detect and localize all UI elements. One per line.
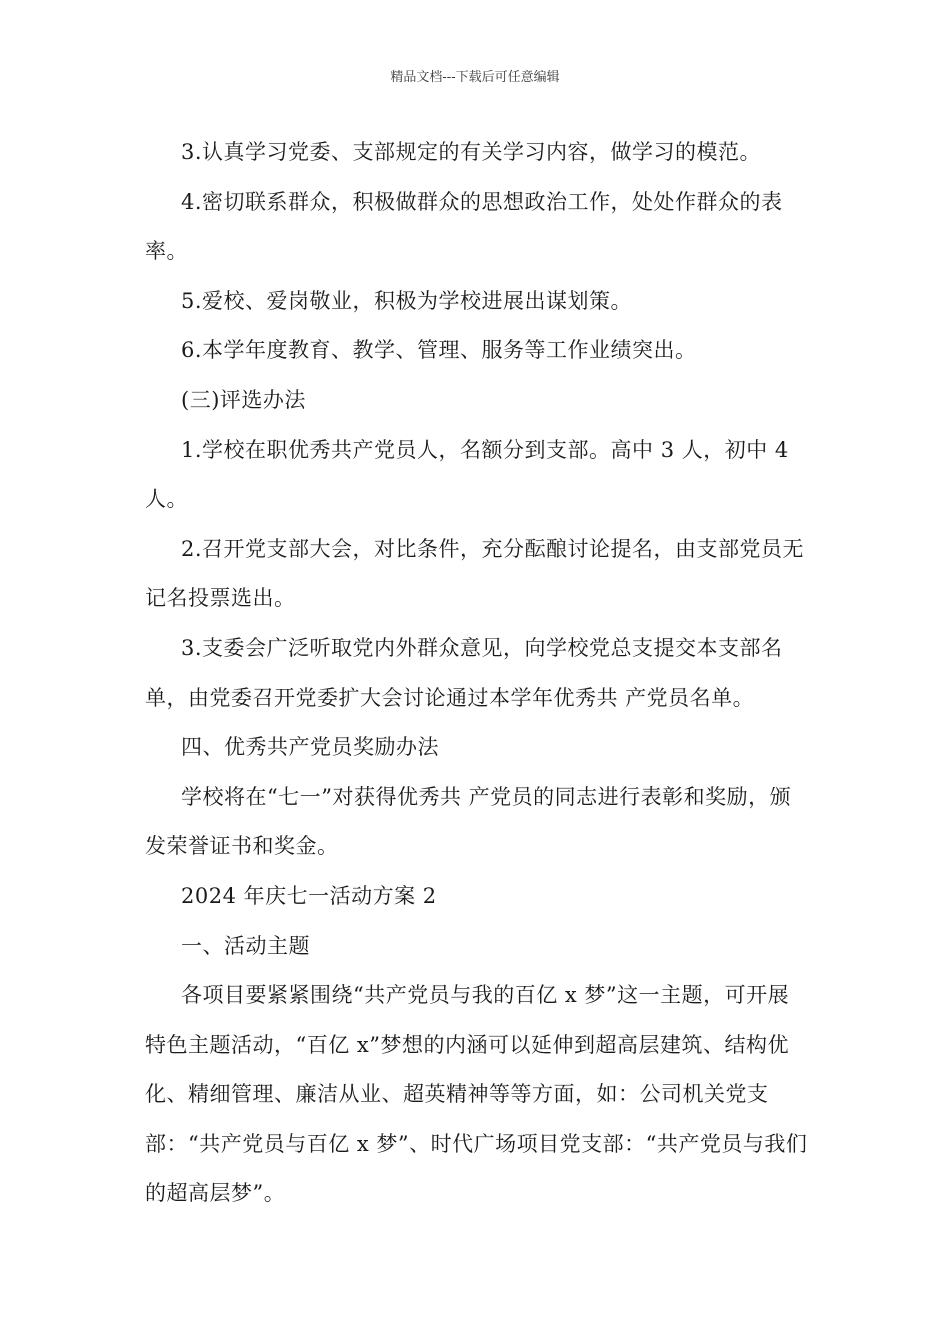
section-heading: (三)评选办法 [181, 387, 306, 412]
paragraph: 4.密切联系群众，积极做群众的思想政治工作，处处作群众的表率。 [145, 189, 783, 264]
paragraph: 各项目要紧紧围绕“共产党员与我的百亿 x 梦”这一主题，可开展特色主题活动，“百亿 x”梦想的内涵可以延伸到超高层建筑、结构优化、精细管理、廉洁从业、超英精神等等方面，如：公司机关党支部：“共产党员与百亿 x 梦”、时代广场项目党支部：“共产党员与我们的超高层梦”。 [145, 983, 808, 1206]
paragraph: 2.召开党支部大会，对比条件，充分酝酿讨论提名，由支部党员无记名投票选出。 [145, 536, 805, 611]
paragraph: 3.认真学习党委、支部规定的有关学习内容，做学习的模范。 [181, 140, 762, 164]
section-heading: 一、活动主题 [181, 933, 310, 958]
paragraph: 1.学校在职优秀共产党员人，名额分到支部。高中 3 人，初中 4 人。 [145, 437, 789, 512]
section-heading: 四、优秀共产党员奖励办法 [181, 735, 439, 760]
page-header: 精品文档---下载后可任意编辑 [390, 70, 560, 85]
paragraph: 学校将在“七一”对获得优秀共 产党员的同志进行表彰和奖励，颁发荣誉证书和奖金。 [145, 784, 792, 859]
paragraph: 3.支委会广泛听取党内外群众意见，向学校党总支提交本支部名单，由党委召开党委扩大会讨论通过本学年优秀共 产党员名单。 [145, 635, 783, 710]
document-title: 2024 年庆七一活动方案 2 [181, 883, 437, 908]
document-body [145, 128, 810, 1219]
paragraph: 5.爱校、爱岗敬业，积极为学校进展出谋划策。 [181, 288, 633, 313]
paragraph: 6.本学年度教育、教学、管理、服务等工作业绩突出。 [181, 338, 697, 363]
